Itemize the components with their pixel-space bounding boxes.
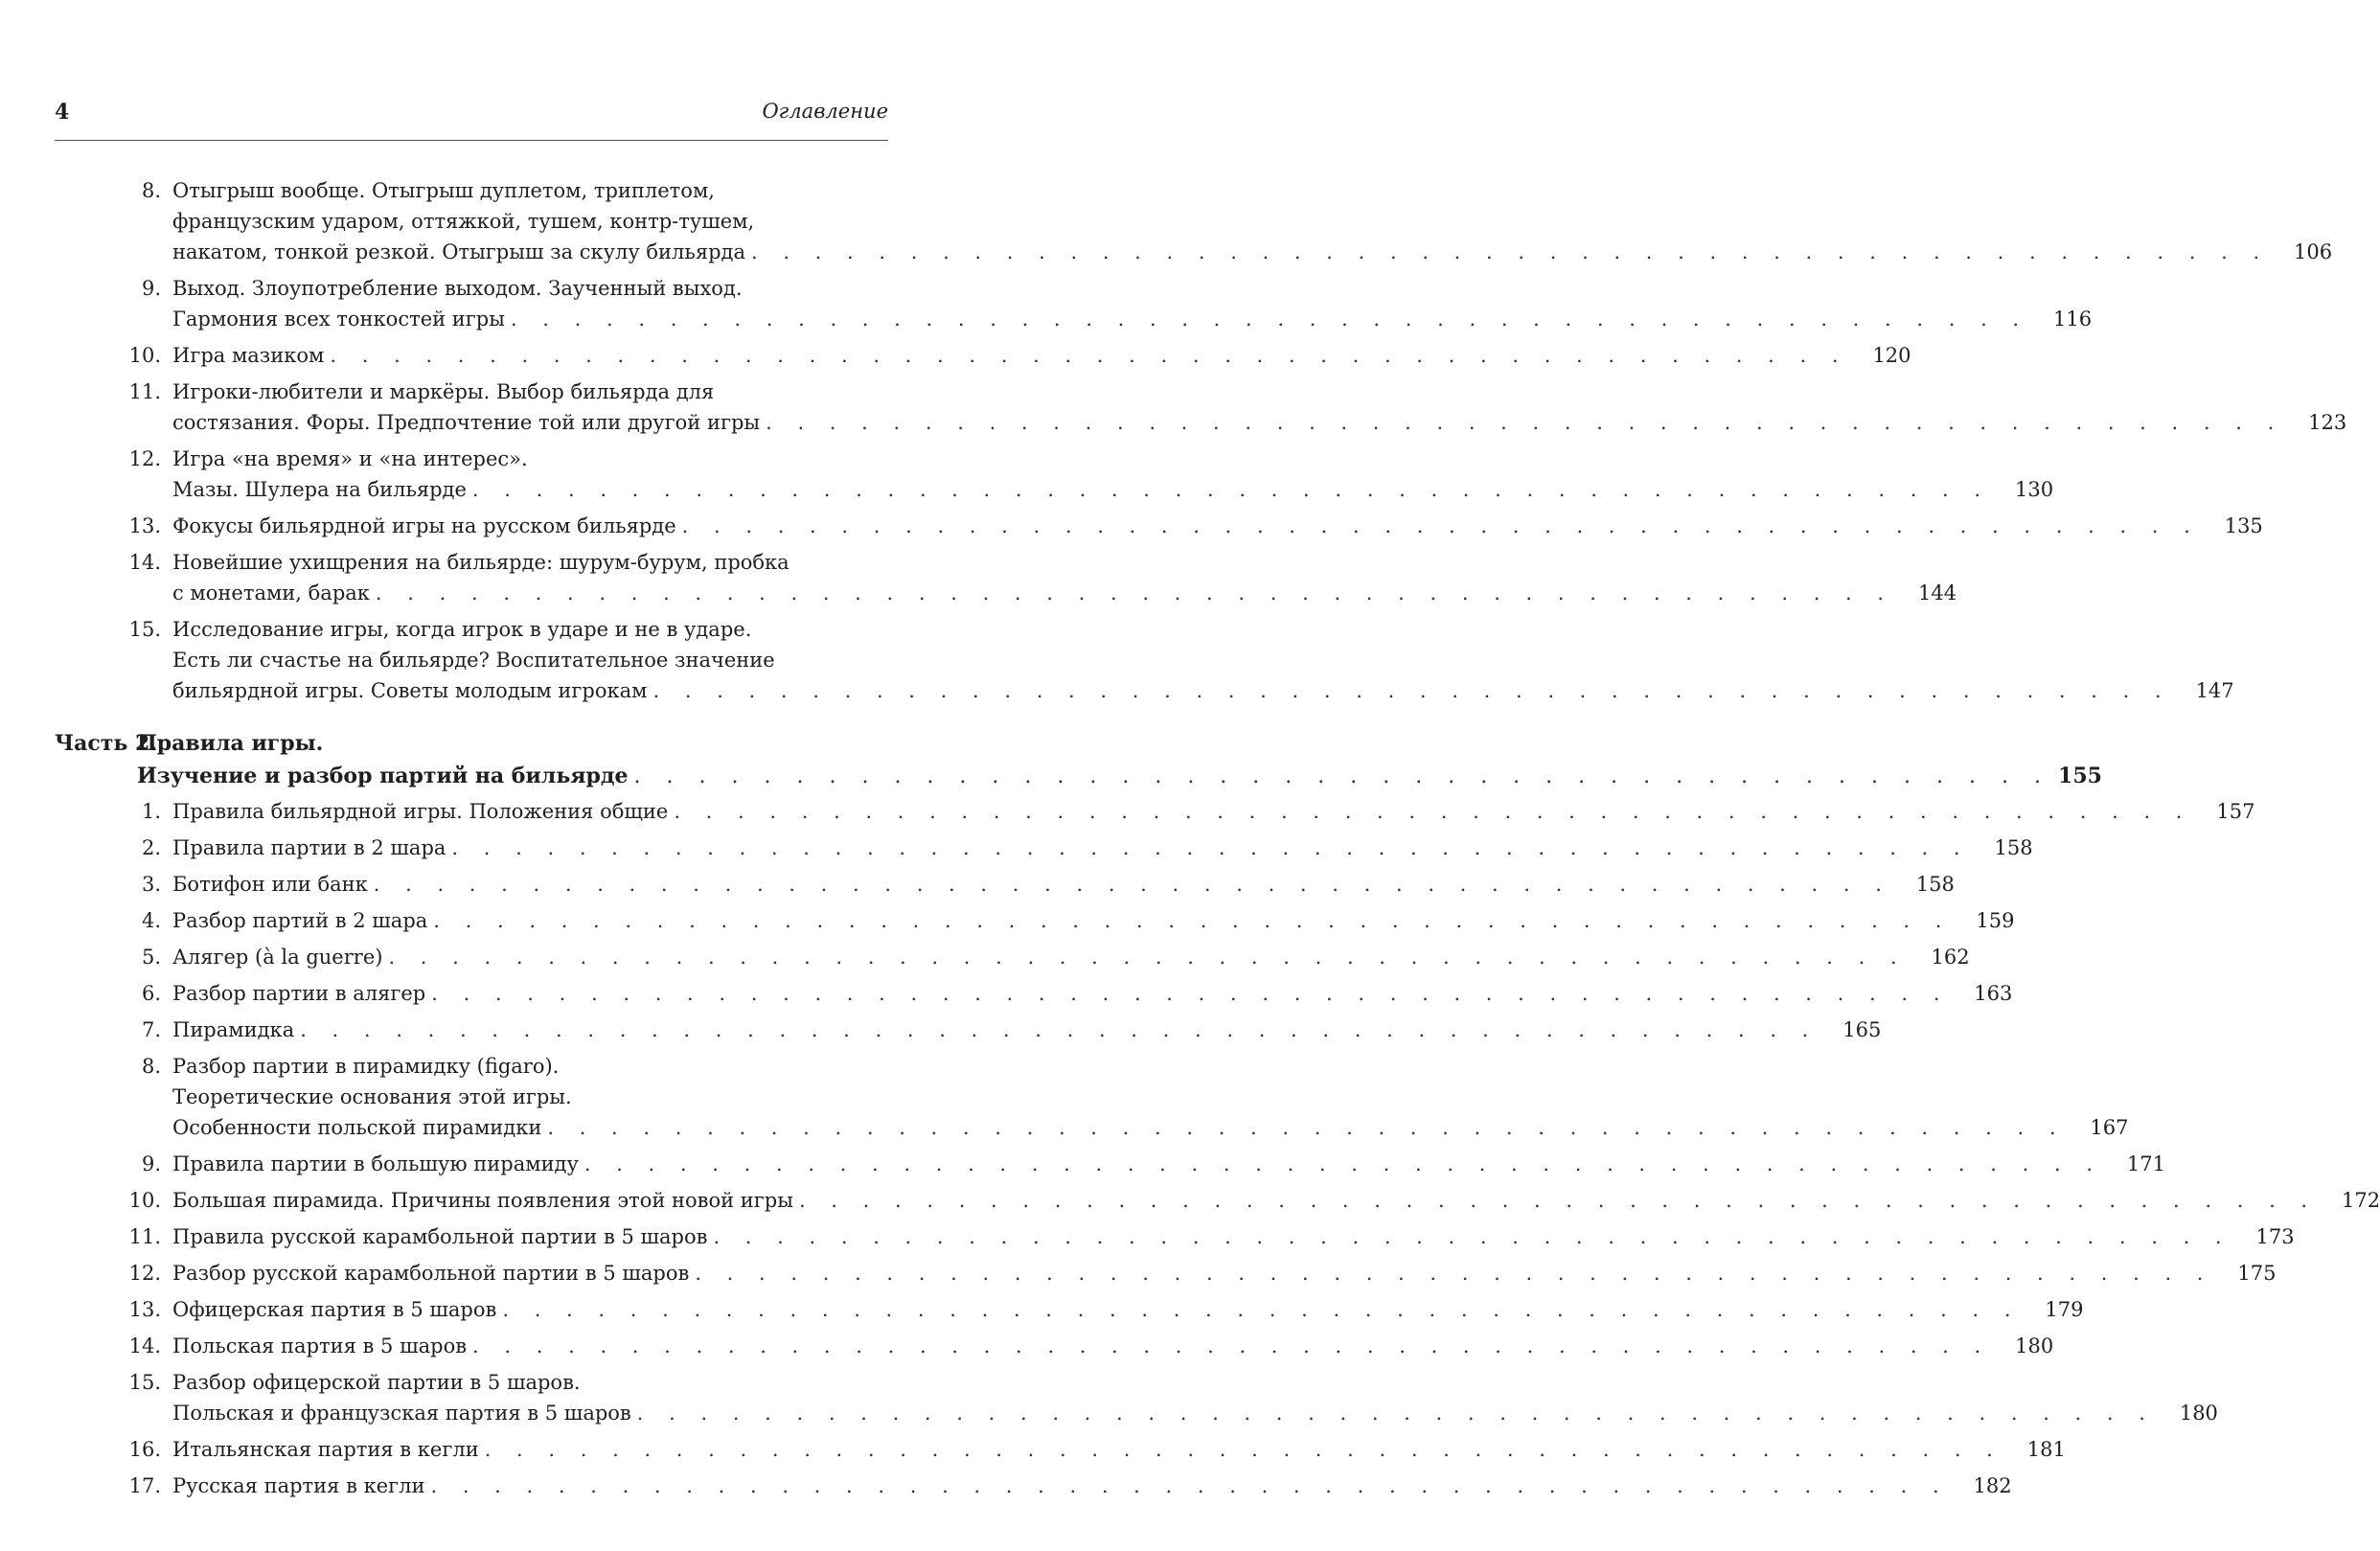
entry-title: Польская партия в 5 шаров bbox=[172, 1334, 468, 1357]
entry-line: французским ударом, оттяжкой, тушем, контр-тушем, bbox=[172, 210, 755, 233]
entry-title: состязания. Форы. Предпочтение той или другой игры bbox=[172, 411, 761, 434]
entry-number: 12. bbox=[128, 447, 161, 470]
entry-body bbox=[172, 273, 2093, 334]
entry-page-ref: 180 bbox=[2015, 1334, 2054, 1357]
toc-entry bbox=[0, 1434, 2066, 1465]
entry-last-line bbox=[172, 474, 2054, 505]
dot-leader: . . . . . . . . . . . . . . . . . . . . . . . . . . . . . . . . . . . . . . . . . . . . . . . . bbox=[713, 1225, 2231, 1248]
entry-page-ref: 130 bbox=[2014, 478, 2054, 501]
entry-page-ref: 147 bbox=[2195, 679, 2234, 702]
entry-last-line bbox=[172, 304, 2093, 334]
toc-entry bbox=[0, 1015, 1882, 1045]
toc-entry bbox=[0, 273, 2093, 334]
dot-leader: . . . . . . . . . . . . . . . . . . . . . . . . . . . . . . . . . . . . . . . . . . . . . . . . bbox=[652, 679, 2171, 702]
entry-page-ref: 165 bbox=[1842, 1018, 1882, 1041]
entry-body bbox=[172, 1331, 2054, 1361]
entry-title: Разбор партии в алягер bbox=[172, 982, 426, 1005]
toc-entry bbox=[0, 978, 2013, 1009]
entry-body bbox=[172, 1258, 2277, 1289]
entry-number: 14. bbox=[128, 551, 161, 574]
entry-last-line bbox=[172, 1294, 2084, 1325]
toc-entry bbox=[0, 833, 2033, 863]
part-title-last-line bbox=[137, 760, 2102, 792]
entry-page-ref: 135 bbox=[2224, 514, 2263, 537]
entry-title: Правила партии в большую пирамиду bbox=[172, 1152, 579, 1175]
entry-page-ref: 171 bbox=[2126, 1152, 2166, 1175]
entry-number: 11. bbox=[128, 380, 161, 403]
toc-entry bbox=[0, 1149, 2166, 1179]
entry-body bbox=[172, 1367, 2218, 1428]
entry-body bbox=[172, 340, 1911, 371]
entry-title: Алягер (à la guerre) bbox=[172, 946, 383, 969]
entry-number: 17. bbox=[128, 1474, 161, 1497]
entry-line: Выход. Злоупотребление выходом. Заученный выход. bbox=[172, 277, 743, 300]
part-title bbox=[137, 727, 2102, 792]
toc-entry bbox=[0, 869, 1955, 900]
toc-entry bbox=[0, 376, 2347, 438]
entry-body bbox=[172, 1185, 2380, 1216]
entry-title: Польская и французская партия в 5 шаров bbox=[172, 1402, 631, 1425]
entry-last-line bbox=[172, 340, 1911, 371]
entry-body bbox=[172, 511, 2263, 541]
toc-entry bbox=[0, 905, 2015, 936]
entry-body bbox=[172, 175, 2333, 267]
toc-entry bbox=[0, 1221, 2295, 1252]
dot-leader: . . . . . . . . . . . . . . . . . . . . . . . . . . . . . . . . . . . . . . . . . . . . . . . . bbox=[695, 1262, 2213, 1285]
entry-last-line bbox=[172, 1471, 2012, 1501]
entry-number: 10. bbox=[128, 1189, 161, 1212]
entry-body bbox=[172, 978, 2013, 1009]
entry-page-ref: 179 bbox=[2045, 1298, 2084, 1321]
entry-page-ref: 159 bbox=[1976, 909, 2015, 932]
dot-leader: . . . . . . . . . . . . . . . . . . . . . . . . . . . . . . . . . . . . . . . . . . . . . . . . bbox=[636, 1402, 2155, 1425]
entry-number: 9. bbox=[141, 277, 161, 300]
entry-last-line bbox=[172, 1221, 2295, 1252]
entry-line: Исследование игры, когда игрок в ударе и не в ударе. bbox=[172, 618, 752, 641]
entry-title: Мазы. Шулера на бильярде bbox=[172, 478, 467, 501]
entry-title: Офицерская партия в 5 шаров bbox=[172, 1298, 497, 1321]
entry-line: Игра «на время» и «на интерес». bbox=[172, 447, 528, 470]
entry-number: 6. bbox=[141, 982, 161, 1005]
entry-page-ref: 163 bbox=[1974, 982, 2013, 1005]
entry-body bbox=[172, 942, 1970, 972]
entry-last-line bbox=[172, 1258, 2277, 1289]
entry-title: Пирамидка bbox=[172, 1018, 295, 1041]
entry-title: Русская партия в кегли bbox=[172, 1474, 425, 1497]
entry-number: 11. bbox=[128, 1225, 161, 1248]
entry-last-line bbox=[172, 1015, 1882, 1045]
toc-entry bbox=[0, 1367, 2218, 1428]
entry-number: 8. bbox=[141, 1055, 161, 1078]
entry-last-line bbox=[172, 1434, 2066, 1465]
toc-entry bbox=[0, 1471, 2012, 1501]
entry-title: Разбор русской карамбольной партии в 5 шаров bbox=[172, 1262, 690, 1285]
entry-last-line bbox=[172, 978, 2013, 1009]
toc-entry bbox=[0, 340, 1911, 371]
entry-body bbox=[172, 796, 2255, 827]
dot-leader: . . . . . . . . . . . . . . . . . . . . . . . . . . . . . . . . . . . . . . . . . . . . . . . . bbox=[430, 1474, 1949, 1497]
entry-page-ref: 180 bbox=[2179, 1402, 2218, 1425]
toc-entry bbox=[0, 1294, 2084, 1325]
dot-leader: . . . . . . . . . . . . . . . . . . . . . . . . . . . . . . . . . . . . . . . . . . . . . . . . bbox=[584, 1152, 2103, 1175]
entry-last-line bbox=[172, 869, 1955, 900]
entry-body bbox=[172, 1221, 2295, 1252]
dot-leader: . . . . . . . . . . . . . . . . . . . . . . . . . . . . . . . . . . . . . . . . . . . . . . . . bbox=[502, 1298, 2021, 1321]
entry-number: 13. bbox=[128, 1298, 161, 1321]
entry-title: с монетами, барак bbox=[172, 582, 370, 604]
entry-last-line bbox=[172, 1185, 2380, 1216]
entry-page-ref: 162 bbox=[1931, 946, 1970, 969]
entry-line: Теоретические основания этой игры. bbox=[172, 1085, 572, 1108]
entry-line: Отыгрыш вообще. Отыгрыш дуплетом, триплетом, bbox=[172, 179, 715, 202]
entry-number: 15. bbox=[128, 1371, 161, 1394]
toc-entry bbox=[0, 511, 2263, 541]
toc-entry bbox=[0, 942, 1970, 972]
dot-leader: . . . . . . . . . . . . . . . . . . . . . . . . . . . . . . . . . . . . . . . . . . . . . . . . bbox=[431, 982, 1950, 1005]
entry-last-line bbox=[172, 833, 2033, 863]
entry-title: Ботифон или банк bbox=[172, 873, 368, 896]
entry-number: 5. bbox=[141, 946, 161, 969]
dot-leader: . . . . . . . . . . . . . . . . . . . . . . . . . . . . . . . . . . . . . . . . . . . . . . . . bbox=[330, 344, 1848, 367]
entry-last-line bbox=[172, 796, 2255, 827]
entry-line: Есть ли счастье на бильярде? Воспитательное значение bbox=[172, 649, 775, 672]
entry-number: 4. bbox=[141, 909, 161, 932]
running-title: Оглавление bbox=[762, 100, 888, 123]
part-title-text: Изучение и разбор партий на бильярде bbox=[137, 764, 629, 788]
dot-leader: . . . . . . . . . . . . . . . . . . . . . . . . . . . . . . . . . . . . . . . . . . . . . . . . bbox=[388, 946, 1907, 969]
entry-last-line bbox=[172, 578, 1957, 608]
dot-leader: . . . . . . . . . . . . . . . . . . . . . . . . . . . . . . . . . . . . . . . . . . . . . . . . bbox=[681, 514, 2200, 537]
toc-entry bbox=[0, 1331, 2054, 1361]
entry-last-line bbox=[172, 237, 2333, 267]
entry-body bbox=[172, 1294, 2084, 1325]
entry-number: 8. bbox=[141, 179, 161, 202]
dot-leader: . . . . . . . . . . . . . . . . . . . . . . . . . . . . . . . . . . . . . . . . . . . . . . . . bbox=[375, 582, 1894, 604]
entry-line: Разбор офицерской партии в 5 шаров. bbox=[172, 1371, 581, 1394]
dot-leader: . . . . . . . . . . . . . . . . . . . . . . . . . . . . . . . . . . . . . . . . . . . . . . . . bbox=[471, 478, 1991, 501]
dot-leader: . . . . . . . . . . . . . . . . . . . . . . . . . . . . . . . . . . . . . . . . . . . . . . . . bbox=[484, 1438, 2002, 1461]
entry-number: 7. bbox=[141, 1018, 161, 1041]
entry-body bbox=[172, 905, 2015, 936]
entry-number: 1. bbox=[141, 800, 161, 823]
entry-number: 15. bbox=[128, 618, 161, 641]
entry-title: Правила бильярдной игры. Положения общие bbox=[172, 800, 669, 823]
entry-page-ref: 173 bbox=[2255, 1225, 2295, 1248]
entry-title: Разбор партий в 2 шара bbox=[172, 909, 428, 932]
entry-body bbox=[172, 547, 1957, 608]
toc-entry bbox=[0, 547, 1957, 608]
entry-page-ref: 123 bbox=[2308, 411, 2347, 434]
entry-number: 3. bbox=[141, 873, 161, 896]
entry-line: Игроки-любители и маркёры. Выбор бильярда для bbox=[172, 380, 715, 403]
entry-last-line bbox=[172, 905, 2015, 936]
toc-entry bbox=[0, 796, 2255, 827]
running-header bbox=[55, 100, 888, 138]
part-title-line: Правила игры. bbox=[137, 731, 324, 756]
toc-group-part2 bbox=[0, 796, 2380, 1501]
entry-body bbox=[172, 833, 2033, 863]
dot-leader: . . . . . . . . . . . . . . . . . . . . . . . . . . . . . . . . . . . . . . . . . . . . . . . . bbox=[766, 411, 2284, 434]
entry-page-ref: 120 bbox=[1872, 344, 1911, 367]
entry-line: Новейшие ухищрения на бильярде: шурум-бурум, пробка bbox=[172, 551, 790, 574]
entry-last-line bbox=[172, 942, 1970, 972]
entry-number: 12. bbox=[128, 1262, 161, 1285]
entry-body bbox=[172, 1015, 1882, 1045]
entry-page-ref: 175 bbox=[2237, 1262, 2277, 1285]
dot-leader: . . . . . . . . . . . . . . . . . . . . . . . . . . . . . . . . . . . . . . . . . . . . . . . . bbox=[510, 308, 2029, 331]
toc-entry bbox=[0, 175, 2333, 267]
entry-page-ref: 172 bbox=[2342, 1189, 2380, 1212]
entry-body bbox=[172, 614, 2234, 706]
entry-body bbox=[172, 869, 1955, 900]
toc-entry bbox=[0, 614, 2234, 706]
dot-leader: . . . . . . . . . . . . . . . . . . . . . . . . . . . . . . . . . . . . . . . . . . . . . . . . bbox=[451, 836, 1970, 859]
toc-group-part1-continued bbox=[0, 175, 2347, 706]
table-of-contents bbox=[0, 175, 2380, 1507]
entry-body bbox=[172, 444, 2054, 505]
entry-page-ref: 106 bbox=[2294, 240, 2333, 263]
entry-last-line bbox=[172, 1149, 2166, 1179]
entry-body bbox=[172, 376, 2347, 438]
entry-title: накатом, тонкой резкой. Отыгрыш за скулу бильярда bbox=[172, 240, 745, 263]
entry-page-ref: 158 bbox=[1994, 836, 2033, 859]
entry-last-line bbox=[172, 407, 2347, 438]
entry-last-line bbox=[172, 1398, 2218, 1428]
entry-page-ref: 116 bbox=[2053, 308, 2093, 331]
entry-number: 14. bbox=[128, 1334, 161, 1357]
entry-title: Правила партии в 2 шара bbox=[172, 836, 446, 859]
entry-number: 2. bbox=[141, 836, 161, 859]
entry-body bbox=[172, 1149, 2166, 1179]
toc-entry bbox=[0, 1051, 2129, 1143]
entry-last-line bbox=[172, 1331, 2054, 1361]
entry-last-line bbox=[172, 675, 2234, 706]
entry-page-ref: 167 bbox=[2090, 1116, 2129, 1139]
entry-title: Фокусы бильярдной игры на русском бильярде bbox=[172, 514, 676, 537]
entry-last-line bbox=[172, 511, 2263, 541]
toc-entry bbox=[0, 1258, 2277, 1289]
dot-leader: . . . . . . . . . . . . . . . . . . . . . . . . . . . . . . . . . . . . . . . . . . . . . . . . bbox=[547, 1116, 2066, 1139]
header-rule bbox=[55, 140, 888, 141]
entry-body bbox=[172, 1051, 2129, 1143]
entry-title: бильярдной игры. Советы молодым игрокам bbox=[172, 679, 648, 702]
dot-leader: . . . . . . . . . . . . . . . . . . . . . . . . . . . . . . . . . . . . . . . . . . . . bbox=[633, 764, 2050, 788]
entry-last-line bbox=[172, 1112, 2129, 1143]
entry-page-ref: 157 bbox=[2216, 800, 2255, 823]
entry-title: Гармония всех тонкостей игры bbox=[172, 308, 505, 331]
toc-entry bbox=[0, 444, 2054, 505]
toc-entry bbox=[0, 1185, 2380, 1216]
entry-title: Большая пирамида. Причины появления этой новой игры bbox=[172, 1189, 793, 1212]
dot-leader: . . . . . . . . . . . . . . . . . . . . . . . . . . . . . . . . . . . . . . . . . . . . . . . . bbox=[472, 1334, 1991, 1357]
entry-page-ref: 158 bbox=[1915, 873, 1955, 896]
dot-leader: . . . . . . . . . . . . . . . . . . . . . . . . . . . . . . . . . . . . . . . . . . . . . . . . bbox=[674, 800, 2192, 823]
entry-title: Итальянская партия в кегли bbox=[172, 1438, 479, 1461]
entry-page-ref: 181 bbox=[2026, 1438, 2066, 1461]
entry-title: Правила русской карамбольной партии в 5 шаров bbox=[172, 1225, 708, 1248]
page-number: 4 bbox=[55, 100, 70, 125]
dot-leader: . . . . . . . . . . . . . . . . . . . . . . . . . . . . . . . . . . . . . . . . . . . . . . . . bbox=[300, 1018, 1819, 1041]
dot-leader: . . . . . . . . . . . . . . . . . . . . . . . . . . . . . . . . . . . . . . . . . . . . . . . . bbox=[433, 909, 1952, 932]
part-label: Часть 2. bbox=[55, 731, 157, 756]
entry-title: Игра мазиком bbox=[172, 344, 325, 367]
entry-number: 10. bbox=[128, 344, 161, 367]
part-page-ref: 155 bbox=[2058, 764, 2102, 788]
entry-body bbox=[172, 1471, 2012, 1501]
entry-number: 16. bbox=[128, 1438, 161, 1461]
entry-body bbox=[172, 1434, 2066, 1465]
entry-line: Разбор партии в пирамидку (figaro). bbox=[172, 1055, 560, 1078]
entry-page-ref: 182 bbox=[1973, 1474, 2012, 1497]
entry-number: 13. bbox=[128, 514, 161, 537]
dot-leader: . . . . . . . . . . . . . . . . . . . . . . . . . . . . . . . . . . . . . . . . . . . . . . . . bbox=[798, 1189, 2318, 1212]
dot-leader: . . . . . . . . . . . . . . . . . . . . . . . . . . . . . . . . . . . . . . . . . . . . . . . . bbox=[373, 873, 1891, 896]
entry-title: Особенности польской пирамидки bbox=[172, 1116, 542, 1139]
dot-leader: . . . . . . . . . . . . . . . . . . . . . . . . . . . . . . . . . . . . . . . . . . . . . . . . bbox=[750, 240, 2270, 263]
part-heading bbox=[0, 727, 2102, 792]
entry-page-ref: 144 bbox=[1917, 582, 1957, 604]
entry-number: 9. bbox=[141, 1152, 161, 1175]
